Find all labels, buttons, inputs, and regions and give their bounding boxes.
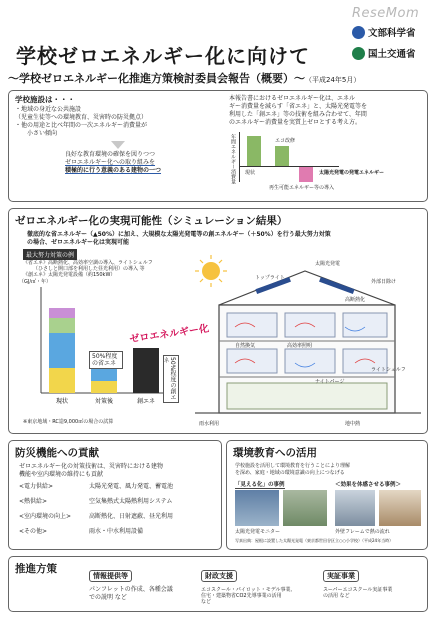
promotion-card-body: の活用 など bbox=[323, 593, 350, 599]
building-label: 高断熱化 bbox=[345, 297, 366, 303]
chart-bar-segment bbox=[49, 318, 75, 333]
disaster-heading: 防災機能への貢献 bbox=[15, 447, 99, 459]
watermark-logo: ReseMom bbox=[352, 6, 420, 21]
simulation-section bbox=[8, 208, 428, 434]
intro-callout bbox=[65, 151, 221, 175]
education-example-tag: ＜効果を体感させる事例＞ bbox=[335, 482, 402, 488]
promotion-card-body: エコスクール・パイロット・モデル事業、 bbox=[201, 587, 296, 593]
callout-line: ゼロエネルギー化への取り組みを bbox=[65, 159, 156, 166]
page-subtitle bbox=[8, 70, 360, 86]
disaster-row-key: <電力供給> bbox=[19, 483, 54, 490]
education-caption: 外壁フレームで熱の流れ bbox=[335, 529, 390, 535]
chart-bar-segment bbox=[49, 308, 75, 318]
promotion-card-body: スーパーエコスクール実証事業 bbox=[323, 587, 393, 593]
ministry-mlit bbox=[352, 46, 416, 60]
diagram-label-eco: エコ改修 bbox=[275, 138, 296, 144]
promotion-card-body: パンフレットの作成、各種会議 bbox=[89, 586, 173, 593]
disaster-row bbox=[19, 528, 219, 543]
saving-overlay: 50%程度の省エネ bbox=[89, 351, 123, 369]
promotion-card-title: 情報提供等 bbox=[89, 570, 132, 582]
disaster-row bbox=[19, 513, 219, 528]
promotion-card bbox=[89, 563, 199, 602]
intro-bullet: （児童生徒等への環境教育、災害時の防災拠点） bbox=[15, 114, 148, 121]
chart-bar-segment bbox=[91, 381, 117, 393]
education-photo bbox=[283, 490, 327, 526]
ministry-name-mlit: 国土交通省 bbox=[368, 49, 416, 60]
disaster-row bbox=[19, 483, 219, 498]
intro-bullet: ・地域の身近な公共施設 bbox=[15, 106, 82, 113]
school-building-illustration bbox=[195, 253, 421, 429]
education-note: 写真出典：屋根に設置した太陽光発電（東京都世田谷区立○○小学校）（平成24年当時） bbox=[235, 538, 394, 543]
disaster-row bbox=[19, 498, 219, 513]
building-roof bbox=[219, 271, 395, 305]
intro-definition: ギー消費量を減らす「省エネ」と、太陽光発電等を bbox=[229, 103, 368, 110]
promotion-heading: 推進方策 bbox=[15, 563, 57, 575]
building-label: 雨水利用 bbox=[199, 421, 220, 427]
ministry-mext bbox=[352, 25, 416, 39]
chart-bar-segment bbox=[49, 368, 75, 393]
education-photo bbox=[235, 490, 279, 526]
education-example-tag: 「見える化」の事例 bbox=[235, 482, 285, 488]
promotion-card-title: 財政支援 bbox=[201, 570, 237, 582]
subtitle-text: ～学校ゼロエネルギー化推進方策検討委員会報告（概要）～ bbox=[8, 72, 305, 85]
chart-unit: （GJ/㎡・年） bbox=[19, 279, 52, 285]
ministry-name-mext: 文部科学省 bbox=[368, 28, 416, 39]
promotion-card bbox=[323, 563, 425, 599]
intro-section bbox=[8, 90, 428, 202]
diagram-bar-current bbox=[247, 136, 261, 166]
intro-definition: 本報告書におけるゼロエネルギー化は、エネル bbox=[229, 95, 356, 102]
intro-definition: のエネルギー消費量を実質上ゼロとする考え方。 bbox=[229, 119, 362, 126]
intro-right bbox=[229, 95, 425, 192]
promotion-card-title: 実証事業 bbox=[323, 570, 359, 582]
callout-line: 積極的に行う意義のある建物の一つ bbox=[65, 167, 162, 174]
simulation-heading: ゼロエネルギー化の実現可能性（シミュレーション結果） bbox=[15, 215, 288, 227]
intro-bullet: 小さい傾向 bbox=[27, 130, 58, 137]
disaster-row-value: 空気集熱式太陽熱利用システム bbox=[89, 498, 173, 505]
intro-heading: 学校施設は・・・ bbox=[15, 95, 75, 104]
sun-icon bbox=[202, 262, 220, 280]
gym bbox=[227, 383, 387, 409]
classroom bbox=[285, 313, 335, 337]
diagram-ylabel: 年間エネルギー消費量 bbox=[230, 134, 236, 184]
disaster-row-key: <その他> bbox=[19, 528, 48, 535]
disaster-row-key: <熱供給> bbox=[19, 498, 48, 505]
building-label: 太陽光発電 bbox=[315, 261, 341, 267]
disaster-row-value: 高断熱化、日射遮蔽、昼光利用 bbox=[89, 513, 174, 520]
promotion-card-body: など bbox=[201, 599, 212, 605]
mlit-emblem-icon bbox=[352, 47, 365, 60]
callout-line: 良好な教育環境の確保を図りつつ bbox=[65, 151, 156, 158]
building-label: ライトシェルフ bbox=[371, 367, 406, 373]
building-label: ナイトパージ bbox=[315, 379, 345, 385]
generation-overlay: 50%程度の創エネ bbox=[163, 355, 179, 403]
building-label: 自然換気 bbox=[235, 343, 256, 349]
building-label: 高効率照明 bbox=[287, 343, 313, 349]
chart-category-label: 対策後 bbox=[94, 398, 114, 405]
disaster-section bbox=[8, 440, 222, 550]
disaster-row-value: 雨水・中水利用設備 bbox=[89, 528, 144, 535]
education-section bbox=[226, 440, 428, 550]
intro-definition: 利用した「創エネ」等の技術を組み合わせて、年間 bbox=[229, 111, 367, 118]
simulation-lead: の場合、ゼロエネルギー化は実現可能 bbox=[27, 239, 130, 246]
case-item: （ひさしと開口部を利用した昼光利用）の導入 等 bbox=[33, 266, 145, 272]
zero-energy-diagram bbox=[229, 130, 419, 192]
diagram-label-pv: 太陽光発電の発電エネルギー bbox=[319, 170, 385, 176]
disaster-lead: 機能や室内環境の維持にも貢献 bbox=[19, 471, 104, 478]
chart-bar-segment bbox=[133, 348, 159, 393]
education-caption: 太陽光発電モニター bbox=[235, 529, 281, 535]
intro-left bbox=[15, 95, 221, 175]
diagram-label-current: 現状 bbox=[245, 170, 256, 176]
simulation-lead: 徹底的な省エネルギー（▲50%）に加え、大規模な太陽光発電等の創エネルギー（＋50%）を行う最大努力対策 bbox=[27, 231, 331, 238]
classroom bbox=[343, 313, 387, 337]
promotion-card bbox=[201, 563, 319, 605]
building-label: トップライト bbox=[255, 275, 285, 281]
promotion-section bbox=[8, 556, 428, 612]
education-heading: 環境教育への活用 bbox=[233, 447, 317, 459]
intro-bullet: ・他の用途と比べ年間の一次エネルギー消費量が bbox=[15, 122, 148, 129]
page-title: 学校ゼロエネルギー化に向けて bbox=[16, 44, 310, 68]
subtitle-date: （平成24年5月） bbox=[305, 76, 361, 84]
diagram-bar-eco bbox=[275, 146, 289, 166]
case-item: 《省エネ》高断熱化、高効率空調の導入、ライトシェルフ bbox=[23, 260, 153, 266]
diagram-label-bottom: 再生可能エネルギー等の導入 bbox=[269, 185, 335, 191]
disaster-row-value: 太陽光発電、風力発電、蓄電池 bbox=[89, 483, 174, 490]
education-lead: を深め、家庭・地域の環境意識の向上につなげる bbox=[235, 470, 345, 476]
promotion-card-body: 住宅・建築物省CO2先導事業の活用 bbox=[201, 593, 282, 599]
diagram-zero-line bbox=[239, 166, 339, 167]
intro-arrow-icon bbox=[111, 141, 125, 149]
classroom bbox=[285, 349, 335, 373]
education-lead: 学校施設を活用して環境教育を行うことにより理解 bbox=[235, 463, 351, 469]
disaster-lead: ゼロエネルギー化の対策技術は、災害時における建物 bbox=[19, 463, 164, 470]
diagram-bar-renew bbox=[299, 166, 313, 182]
disaster-rows bbox=[19, 483, 219, 543]
case-tag: 最大努力対策の例 bbox=[23, 249, 77, 260]
promotion-card-body: での説明 など bbox=[89, 594, 127, 601]
mext-emblem-icon bbox=[352, 26, 365, 39]
energy-bar-chart bbox=[19, 283, 179, 413]
simulation-footnote: ※東京地域・RC造9,000㎡の場合の試算 bbox=[23, 419, 114, 425]
diagram-axis bbox=[239, 132, 240, 182]
education-photo bbox=[335, 490, 375, 526]
chart-category-label: 現状 bbox=[55, 398, 69, 405]
zero-energy-overlay: ゼロエネルギー化 bbox=[128, 323, 210, 346]
building-label: 外部日除け bbox=[371, 279, 397, 285]
building-label: 地中熱 bbox=[345, 421, 361, 427]
disaster-row-key: <室内環境の向上> bbox=[19, 513, 72, 520]
solar-panel bbox=[319, 277, 355, 294]
case-item: 《創エネ》太陽光発電設備（約150kW） bbox=[23, 272, 116, 278]
education-photo bbox=[379, 490, 421, 526]
chart-bar-segment bbox=[49, 333, 75, 368]
chart-category-label: 創エネ bbox=[136, 398, 156, 405]
